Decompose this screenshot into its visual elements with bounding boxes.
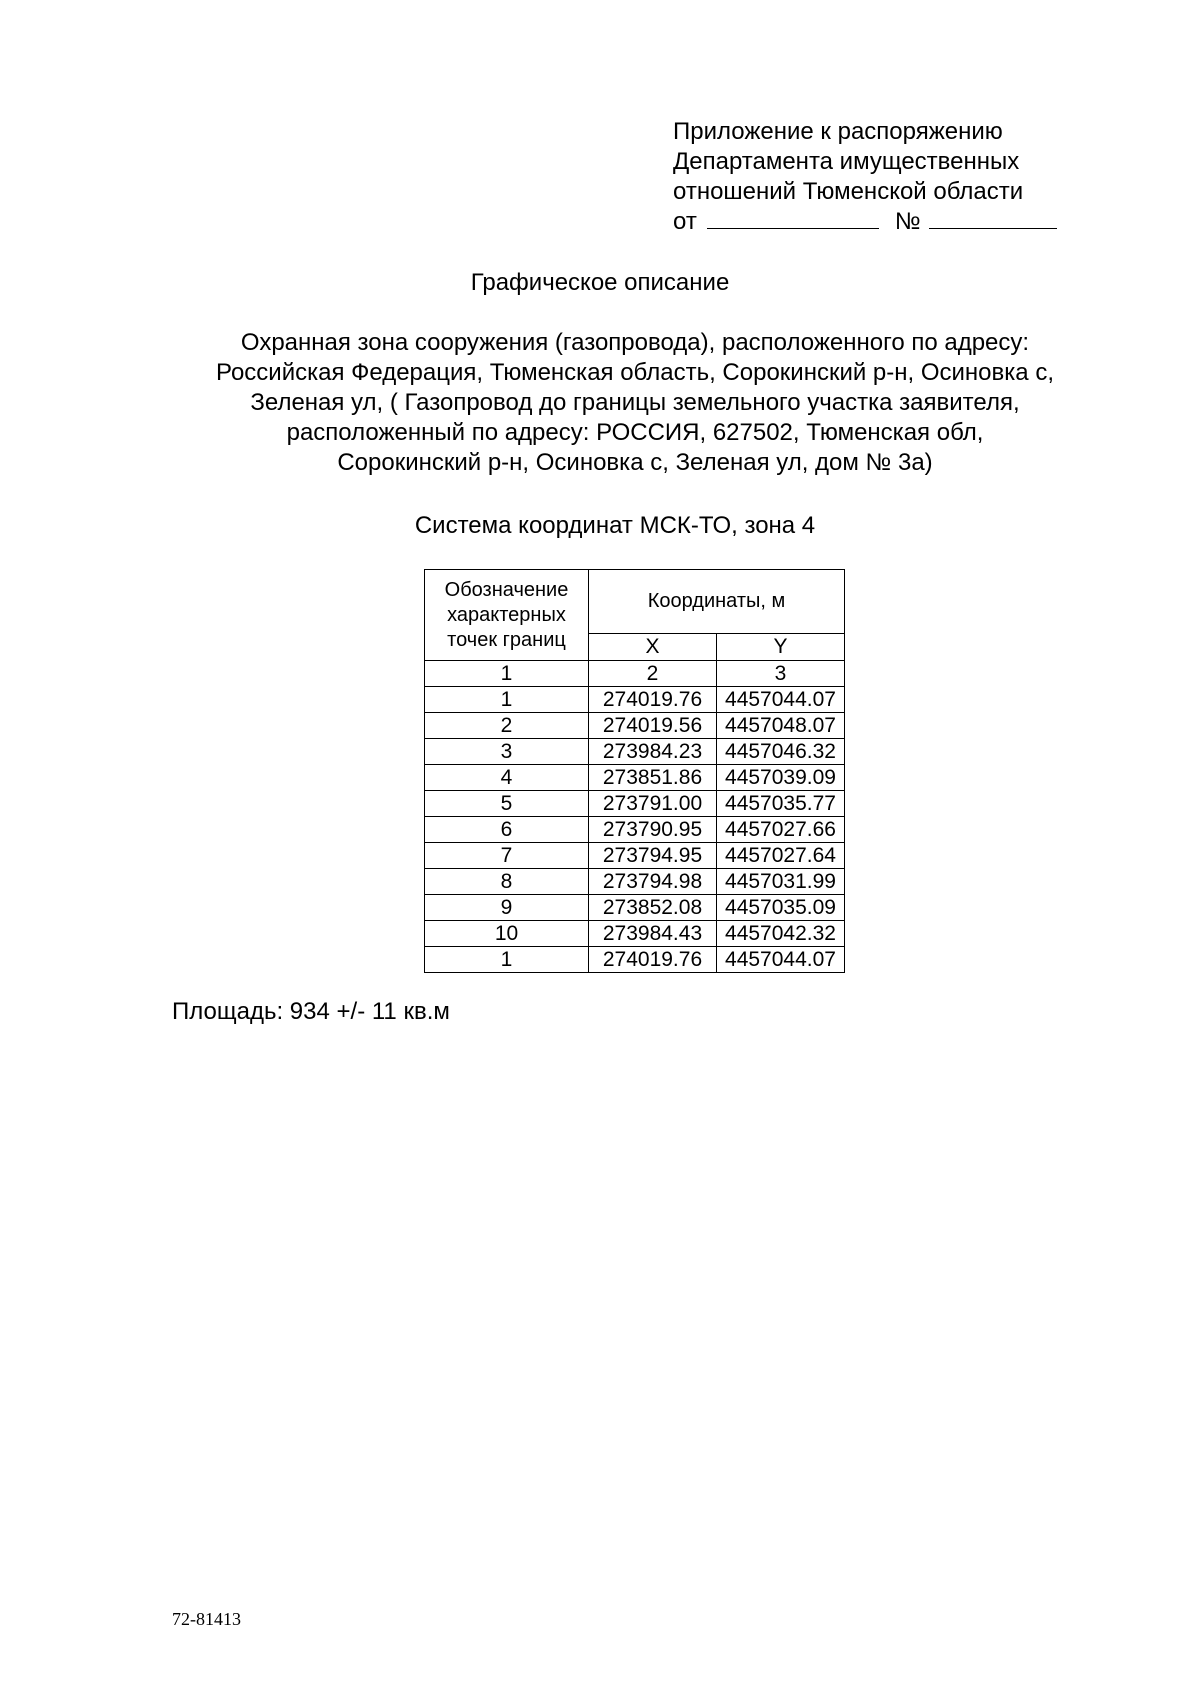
document-code: 72-81413: [172, 1609, 241, 1629]
point-cell: 4: [425, 765, 589, 791]
x-coordinate-cell: 273851.86: [589, 765, 717, 791]
appendix-line-2: Департамента имущественных: [673, 148, 1020, 175]
y-coordinate-cell: 4457035.77: [717, 791, 845, 817]
point-designation-header: [425, 570, 589, 661]
table-row: [425, 921, 845, 947]
table-row: [425, 843, 845, 869]
x-coordinate-cell: 273794.95: [589, 843, 717, 869]
point-header-line-2: характерных: [447, 603, 566, 626]
point-cell: 9: [425, 895, 589, 921]
y-coordinate-cell: 4457044.07: [717, 947, 845, 973]
x-header: X: [589, 633, 717, 660]
point-header-line-3: точек границ: [447, 628, 566, 651]
x-coordinate-cell: 274019.76: [589, 947, 717, 973]
table-row: [425, 739, 845, 765]
table-row: [425, 947, 845, 973]
appendix-line-1: Приложение к распоряжению: [673, 118, 1003, 145]
table-row: [425, 765, 845, 791]
y-coordinate-cell: 4457039.09: [717, 765, 845, 791]
appendix-date-number-line: [673, 207, 1113, 237]
y-coordinate-cell: 4457027.64: [717, 843, 845, 869]
description-line-4: расположенный по адресу: РОССИЯ, 627502, Тюменская обл,: [286, 419, 984, 446]
y-coordinate-cell: 4457046.32: [717, 739, 845, 765]
point-cell: 10: [425, 921, 589, 947]
point-header-line-1: Обозначение: [444, 578, 569, 601]
y-header: Y: [717, 633, 845, 660]
number-blank: [929, 227, 1057, 229]
y-coordinate-cell: 4457042.32: [717, 921, 845, 947]
x-coordinate-cell: 273794.98: [589, 869, 717, 895]
x-coordinate-cell: 273790.95: [589, 817, 717, 843]
x-coordinate-cell: 274019.76: [589, 687, 717, 713]
point-cell: 3: [425, 739, 589, 765]
point-cell: 2: [425, 713, 589, 739]
x-coordinate-cell: 273984.23: [589, 739, 717, 765]
date-blank: [707, 227, 879, 229]
point-cell: 1: [425, 687, 589, 713]
y-coordinate-cell: 4457027.66: [717, 817, 845, 843]
table-header-row: [425, 570, 845, 634]
column-number-1: 1: [425, 661, 589, 687]
description-line-3: Зеленая ул, ( Газопровод до границы земельного участка заявителя,: [250, 389, 1020, 416]
number-label: №: [894, 208, 921, 235]
coordinates-header: Координаты, м: [589, 570, 845, 634]
point-cell: 1: [425, 947, 589, 973]
x-coordinate-cell: 273852.08: [589, 895, 717, 921]
coordinate-system: Система координат МСК-ТО, зона 4: [414, 512, 816, 539]
object-description: [150, 328, 1120, 478]
y-coordinate-cell: 4457031.99: [717, 869, 845, 895]
table-row: [425, 791, 845, 817]
point-cell: 6: [425, 817, 589, 843]
point-cell: 5: [425, 791, 589, 817]
y-coordinate-cell: 4457048.07: [717, 713, 845, 739]
appendix-line-3: отношений Тюменской области: [673, 178, 1024, 205]
description-line-2: Российская Федерация, Тюменская область, Сорокинский р-н, Осиновка с,: [215, 359, 1054, 386]
column-number-3: 3: [717, 661, 845, 687]
description-line-5: Сорокинский р-н, Осиновка с, Зеленая ул, дом № 3а): [337, 449, 933, 476]
table-numbering-row: [425, 661, 845, 687]
table-row: [425, 817, 845, 843]
x-coordinate-cell: 274019.56: [589, 713, 717, 739]
area-text: Площадь: 934 +/- 11 кв.м: [172, 998, 450, 1025]
table-row: [425, 869, 845, 895]
x-coordinate-cell: 273791.00: [589, 791, 717, 817]
date-label: от: [673, 208, 697, 235]
coordinates-table: [424, 569, 845, 973]
y-coordinate-cell: 4457035.09: [717, 895, 845, 921]
description-line-1: Охранная зона сооружения (газопровода), расположенного по адресу:: [240, 329, 1030, 356]
point-cell: 8: [425, 869, 589, 895]
table-row: [425, 687, 845, 713]
table-row: [425, 895, 845, 921]
table-row: [425, 713, 845, 739]
document-title: Графическое описание: [470, 269, 730, 296]
column-number-2: 2: [589, 661, 717, 687]
y-coordinate-cell: 4457044.07: [717, 687, 845, 713]
appendix-header: [673, 117, 1113, 237]
point-cell: 7: [425, 843, 589, 869]
x-coordinate-cell: 273984.43: [589, 921, 717, 947]
